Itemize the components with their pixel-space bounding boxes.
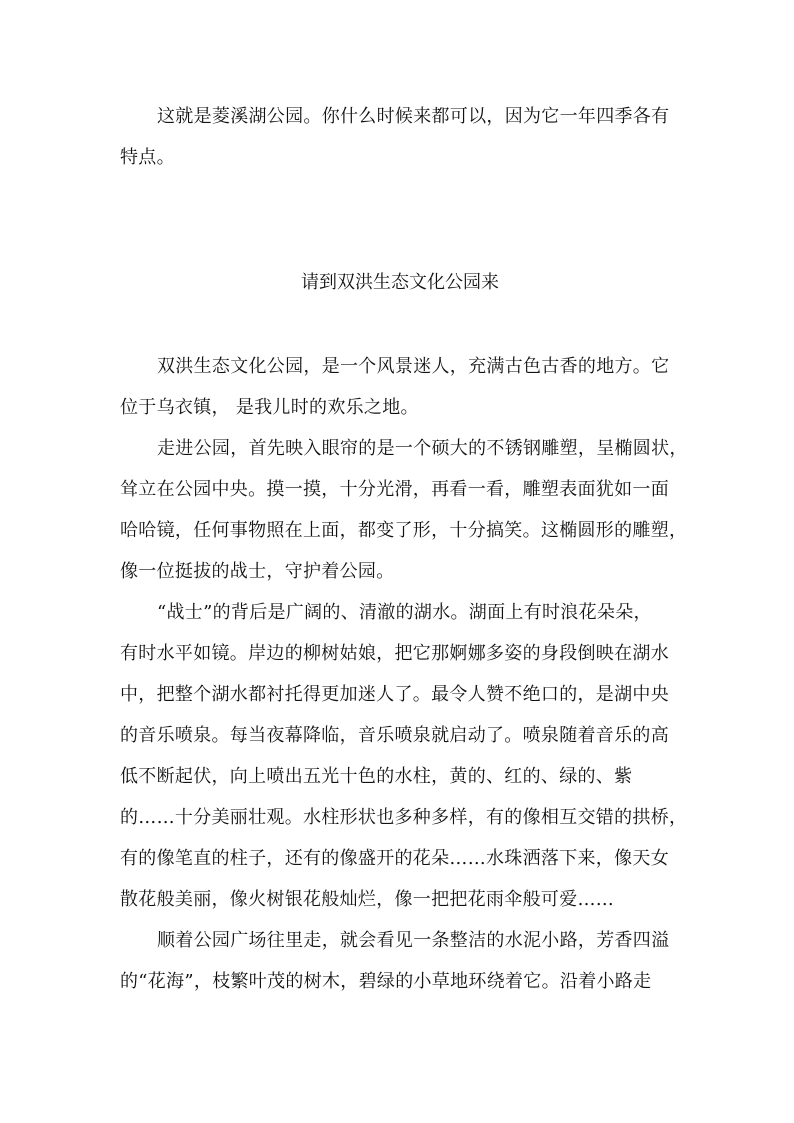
text-line: 这就是菱溪湖公园。你什么时候来都可以，因为它一年四季各有 <box>157 106 670 127</box>
paragraph-3 <box>120 592 688 920</box>
text-line: 有的像笔直的柱子，还有的像盛开的花朵……水珠洒落下来，像天女 <box>120 848 669 869</box>
text-line: 有时水平如镜。岸边的柳树姑娘，把它那婀娜多姿的身段倒映在湖水 <box>120 643 669 664</box>
text-line: 低不断起伏，向上喷出五光十色的水柱，黄的、红的、绿的、紫 <box>120 766 633 787</box>
text-line: 特点。 <box>120 147 175 168</box>
paragraph-2 <box>120 428 688 592</box>
text-line: “战士”的背后是广阔的、清澈的湖水。湖面上有时浪花朵朵， <box>157 602 652 623</box>
text-line: 的……十分美丽壮观。水柱形状也多种多样，有的像相互交错的拱桥， <box>120 807 688 828</box>
text-line: 像一位挺拔的战士，守护着公园。 <box>120 561 395 582</box>
article-title: 请到双洪生态文化公园来 <box>301 272 499 293</box>
text-line: 位于乌衣镇， 是我儿时的欢乐之地。 <box>120 397 419 418</box>
text-line: 哈哈镜，任何事物照在上面，都变了形，十分搞笑。这椭圆形的雕塑， <box>120 520 688 541</box>
intro-paragraph <box>120 96 680 178</box>
text-line: 走进公园，首先映入眼帘的是一个硕大的不锈钢雕塑，呈椭圆状， <box>157 438 688 459</box>
text-line: 的“花海”，枝繁叶茂的树木，碧绿的小草地环绕着它。沿着小路走 <box>120 971 652 992</box>
paragraph-1 <box>120 346 680 428</box>
text-line: 散花般美丽，像火树银花般灿烂，像一把把花雨伞般可爱…… <box>120 889 615 910</box>
text-line: 中，把整个湖水都衬托得更加迷人了。最令人赞不绝口的，是湖中央 <box>120 684 669 705</box>
text-line: 双洪生态文化公园，是一个风景迷人，充满古色古香的地方。它 <box>157 356 670 377</box>
paragraph-4 <box>120 920 680 1002</box>
text-line: 的音乐喷泉。每当夜幕降临，音乐喷泉就启动了。喷泉随着音乐的高 <box>120 725 669 746</box>
text-line: 耸立在公园中央。摸一摸，十分光滑，再看一看，雕塑表面犹如一面 <box>120 479 669 500</box>
text-line: 顺着公园广场往里走，就会看见一条整洁的水泥小路，芳香四溢 <box>157 930 670 951</box>
